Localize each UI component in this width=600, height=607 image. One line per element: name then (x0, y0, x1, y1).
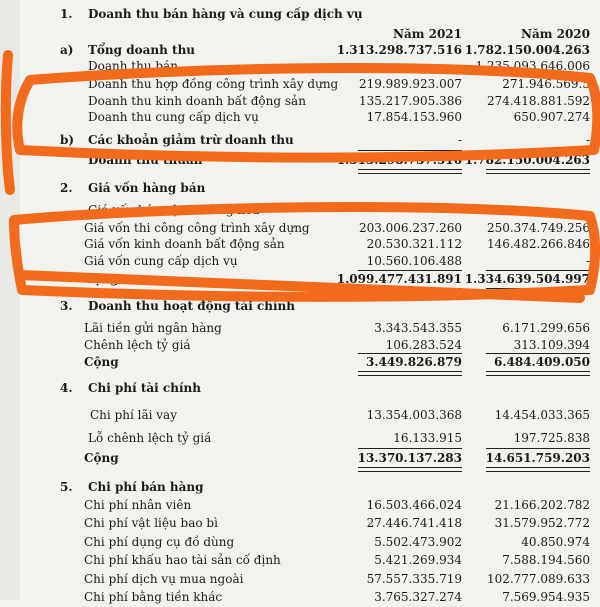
total-revenue-label: Tổng doanh thu (88, 43, 196, 57)
subsection-a-label: a) (60, 43, 74, 57)
deductions-label: Các khoản giảm trừ doanh thu (88, 133, 294, 147)
row-value-2021: 5.502.473.902 (374, 535, 462, 549)
annotation-loop-revenue (6, 55, 597, 190)
section3-index: 3. (60, 299, 73, 313)
total-revenue-2021: 1.313.298.737.516 (336, 43, 462, 57)
row-value-2021: 17.854.153.960 (366, 110, 462, 124)
row-value-2021: 203.006.237.260 (358, 221, 462, 235)
row-value-2020: 21.166.202.782 (494, 498, 590, 512)
row-value-2021: 10.560.106.488 (366, 254, 462, 268)
row-value-2021: 135.217.905.386 (358, 94, 462, 108)
row-label: Chênh lệch tỷ giá (84, 338, 191, 352)
row-value-2020: 146.482.266.846 (486, 237, 590, 251)
section4-total-2020: 14.651.759.203 (485, 451, 590, 465)
row-value-2020: 40.850.974 (521, 535, 590, 549)
subsection-b-label: b) (60, 133, 75, 147)
row-value-2020: 1.235.093.646.006 (475, 59, 590, 73)
section2-total-2021: 1.099.477.431.891 (336, 272, 462, 286)
row-label: Doanh thu bán (88, 59, 178, 73)
net-revenue-label: Doanh thu thuần (88, 153, 203, 167)
section2-total-label: Cộng (84, 272, 119, 286)
deductions-2021: - (457, 133, 462, 147)
row-value-2020: 6.171.299.656 (502, 321, 590, 335)
row-value-2021: 20.530.321.112 (366, 237, 462, 251)
column-header-2020: Năm 2020 (520, 27, 590, 41)
row-value-2021: 5.421.269.934 (374, 553, 462, 567)
row-value-2021: 3.343.543.355 (374, 321, 462, 335)
row-label: Giá vốn kinh doanh bất động sản (84, 237, 285, 251)
row-label: Chi phí bằng tiền khác (84, 590, 223, 604)
column-header-2021: Năm 2021 (392, 27, 462, 41)
row-value-2020: 274.418.881.592 (486, 94, 590, 108)
total-revenue-2020: 1.782.150.004.263 (464, 43, 590, 57)
annotation-strokes (6, 55, 597, 298)
deductions-2020: - (585, 133, 590, 147)
row-value-2020: 102.777.089.633 (486, 572, 590, 586)
row-value-2021: 219.989.923.007 (358, 77, 462, 91)
section1-index: 1. (60, 7, 73, 21)
row-label: Chi phí dịch vụ mua ngoài (84, 572, 244, 586)
row-value-2020: - (585, 254, 590, 268)
section2-title: Giá vốn hàng bán (88, 181, 206, 195)
row-label: Chi phí vật liệu bao bì (84, 516, 218, 530)
row-value-2020: 14.454.033.365 (494, 408, 590, 422)
row-label: Lỗ chênh lệch tỷ giá (88, 431, 212, 445)
row-label: Chi phí nhân viên (84, 498, 192, 512)
section4-index: 4. (60, 381, 73, 395)
row-label: Lãi tiền gửi ngân hàng (84, 321, 222, 335)
section4-title: Chi phí tài chính (88, 381, 201, 395)
row-label: Doanh thu kinh doanh bất động sản (88, 94, 306, 108)
row-value-2020: 7.569.954.935 (502, 590, 590, 604)
section1-title: Doanh thu bán hàng và cung cấp dịch vụ (88, 7, 363, 21)
section5-title: Chi phí bán hàng (88, 480, 204, 494)
section4-total-2021: 13.370.137.283 (357, 451, 462, 465)
annotation-loop-cost (14, 207, 595, 298)
section2-index: 2. (60, 181, 73, 195)
section4-total-label: Cộng (84, 451, 119, 465)
row-value-2020: 7.588.194.560 (502, 553, 590, 567)
row-value-2020: 250.374.749.256 (486, 221, 590, 235)
net-revenue-2021: 1.313.298.737.516 (336, 153, 462, 167)
section3-total-label: Cộng (84, 355, 119, 369)
row-label: Giá vốn cung cấp dịch vụ (84, 254, 238, 268)
row-value-2020: 31.579.952.772 (494, 516, 590, 530)
net-revenue-2020: 1.782.150.004.263 (464, 153, 590, 167)
row-label: Doanh thu hợp đồng công trình xây dựng (88, 77, 339, 91)
row-value-2020: 271.946.569.5 (502, 77, 590, 91)
row-label: Chi phí khấu hao tài sản cố định (84, 553, 281, 567)
row-label: Chi phí lãi vay (90, 408, 177, 422)
row-value-2021: 16.133.915 (393, 431, 462, 445)
row-value-2021: 16.503.466.024 (366, 498, 462, 512)
section2-total-2020: 1.334.639.504.997 (464, 272, 590, 286)
row-label: Giá vốn thi công công trình xây dựng (84, 221, 310, 235)
section3-total-2020: 6.484.409.050 (493, 355, 590, 369)
section3-title: Doanh thu hoạt động tài chính (88, 299, 295, 313)
row-value-2021: 3.765.327.274 (374, 590, 462, 604)
row-value-2020: 197.725.838 (513, 431, 590, 445)
row-value-2021: 27.446.741.418 (366, 516, 462, 530)
row-label: Doanh thu cung cấp dịch vụ (88, 110, 259, 124)
row-value-2021: 57.557.335.719 (366, 572, 462, 586)
row-value-2020: 313.109.394 (513, 338, 590, 352)
row-label: Giá vốn bán vật tư hàng hóa (88, 203, 260, 217)
row-value-2021: 13.354.003.368 (366, 408, 462, 422)
section5-index: 5. (60, 480, 73, 494)
row-value-2020: 650.907.274 (513, 110, 590, 124)
row-label: Chi phí dụng cụ đồ dùng (84, 535, 235, 549)
row-value-2021: 106.283.524 (385, 338, 462, 352)
section3-total-2021: 3.449.826.879 (365, 355, 462, 369)
